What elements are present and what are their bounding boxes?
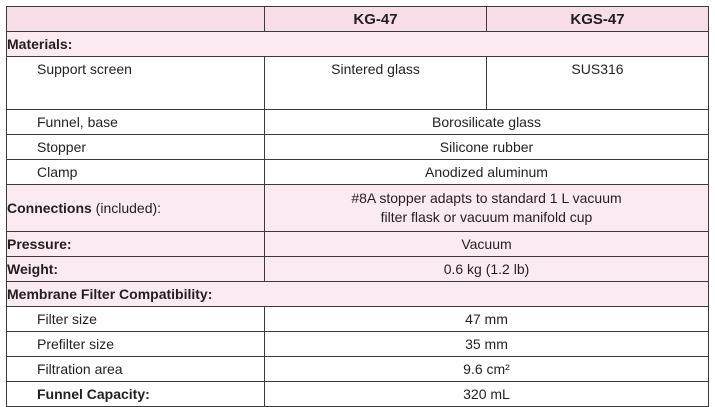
- materials-label: Materials:: [7, 32, 709, 57]
- prefilter-size-label: Prefilter size: [7, 332, 265, 357]
- header-row: [7, 7, 709, 32]
- funnel-capacity-label: Funnel Capacity:: [7, 382, 265, 407]
- header-blank-cell: [7, 7, 265, 32]
- connections-label: [7, 185, 265, 232]
- pressure-label: Pressure:: [7, 232, 265, 257]
- connections-value: [265, 185, 709, 232]
- stopper-row: [7, 135, 709, 160]
- prefilter-size-row: [7, 332, 709, 357]
- stopper-label: Stopper: [7, 135, 265, 160]
- prefilter-size-value: 35 mm: [265, 332, 709, 357]
- pressure-value: Vacuum: [265, 232, 709, 257]
- membrane-label: Membrane Filter Compatibility:: [7, 282, 709, 307]
- clamp-label: Clamp: [7, 160, 265, 185]
- clamp-value: Anodized aluminum: [265, 160, 709, 185]
- weight-row: [7, 257, 709, 282]
- funnel-capacity-value: 320 mL: [265, 382, 709, 407]
- funnel-base-row: [7, 110, 709, 135]
- connections-value-line2: filter flask or vacuum manifold cup: [380, 209, 593, 225]
- funnel-base-value: Borosilicate glass: [265, 110, 709, 135]
- support-screen-kgs47: SUS316: [487, 57, 709, 110]
- clamp-row: [7, 160, 709, 185]
- support-screen-label: Support screen: [7, 57, 265, 110]
- filter-size-value: 47 mm: [265, 307, 709, 332]
- header-kgs47: KGS-47: [487, 7, 709, 32]
- connections-value-line1: #8A stopper adapts to standard 1 L vacuum: [351, 190, 622, 206]
- connections-row: [7, 185, 709, 232]
- filter-size-row: [7, 307, 709, 332]
- filtration-area-label: Filtration area: [7, 357, 265, 382]
- specifications-table: [6, 6, 709, 407]
- filtration-area-row: [7, 357, 709, 382]
- filtration-area-value: 9.6 cm²: [265, 357, 709, 382]
- support-screen-kg47: Sintered glass: [265, 57, 487, 110]
- filter-size-label: Filter size: [7, 307, 265, 332]
- membrane-section-row: [7, 282, 709, 307]
- weight-label: Weight:: [7, 257, 265, 282]
- pressure-row: [7, 232, 709, 257]
- header-kg47: KG-47: [265, 7, 487, 32]
- funnel-base-label: Funnel, base: [7, 110, 265, 135]
- connections-label-bold: Connections: [7, 200, 92, 216]
- stopper-value: Silicone rubber: [265, 135, 709, 160]
- connections-label-rest: (included):: [91, 200, 162, 216]
- funnel-capacity-row: [7, 382, 709, 407]
- materials-section-row: [7, 32, 709, 57]
- weight-value: 0.6 kg (1.2 lb): [265, 257, 709, 282]
- support-screen-row: [7, 57, 709, 110]
